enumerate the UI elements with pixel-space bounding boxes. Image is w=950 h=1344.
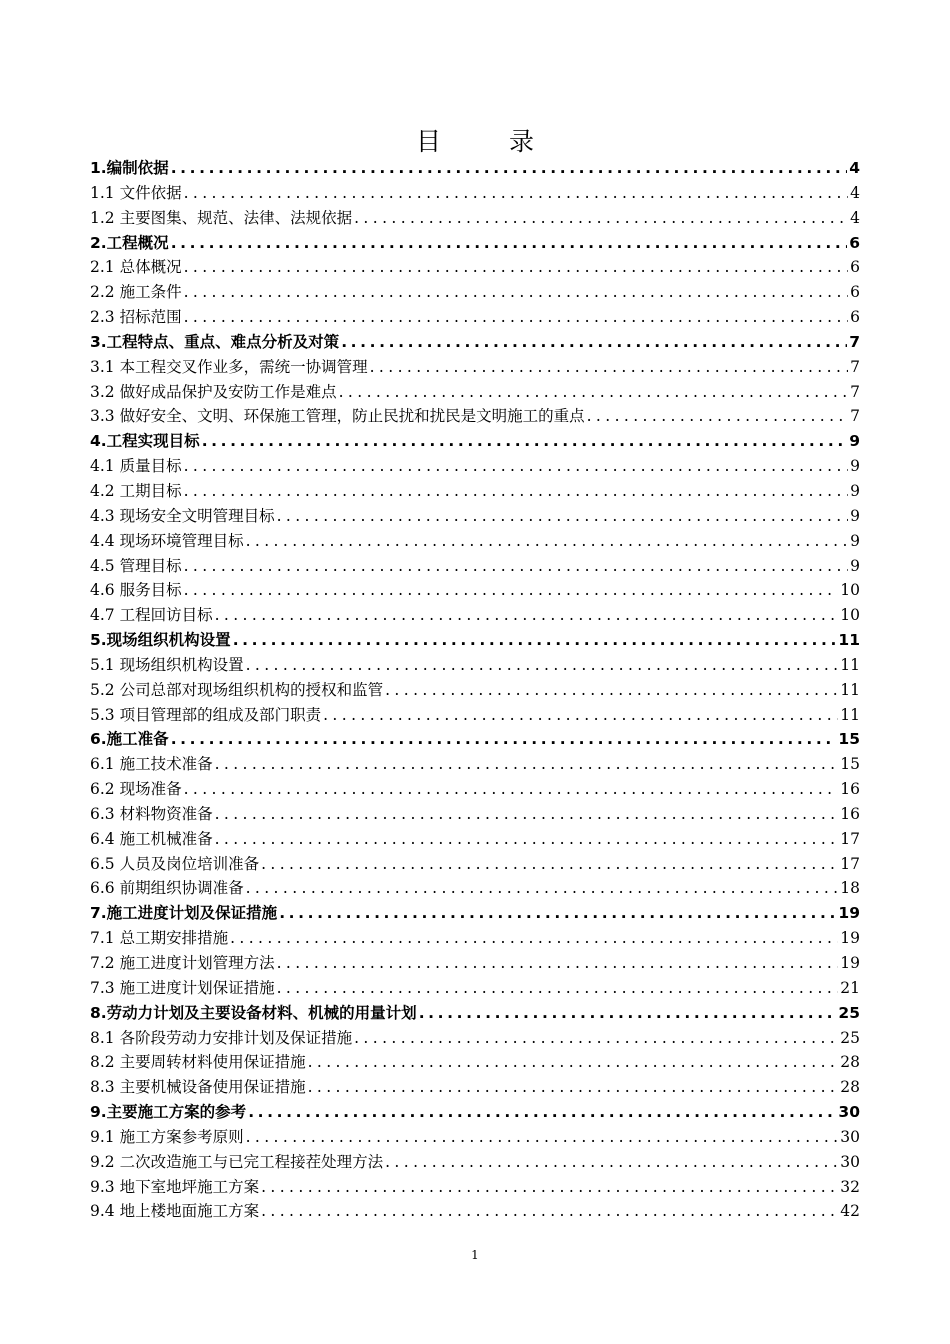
- toc-dot-leader: [184, 454, 849, 479]
- toc-entry-label: 5.2 公司总部对现场组织机构的授权和监管: [90, 680, 384, 699]
- toc-entry-label: 6.5 人员及岗位培训准备: [90, 854, 260, 873]
- toc-section-entry[interactable]: [90, 777, 860, 802]
- toc-section-entry[interactable]: [90, 1075, 860, 1100]
- toc-dot-leader: [215, 802, 839, 827]
- toc-dot-leader: [261, 1199, 838, 1224]
- toc-dot-leader: [248, 1100, 836, 1125]
- toc-entry-page: 28: [840, 1078, 860, 1097]
- toc-section-entry[interactable]: [90, 255, 860, 280]
- toc-entry-page: 42: [840, 1202, 860, 1221]
- toc-entry-label: 5.现场组织机构设置: [90, 631, 231, 650]
- toc-section-entry[interactable]: [90, 703, 860, 728]
- toc-dot-leader: [184, 777, 839, 802]
- toc-section-entry[interactable]: [90, 827, 860, 852]
- toc-entry-label: 4.2 工期目标: [90, 481, 182, 500]
- toc-dot-leader: [171, 231, 848, 256]
- toc-dot-leader: [370, 355, 849, 380]
- toc-entry-page: 4: [850, 183, 860, 202]
- toc-entry-page: 25: [840, 1028, 860, 1047]
- toc-dot-leader: [261, 852, 838, 877]
- toc-entry-label: 9.主要施工方案的参考: [90, 1103, 247, 1122]
- toc-section-entry[interactable]: [90, 380, 860, 405]
- toc-entry-page: 21: [840, 978, 860, 997]
- toc-section-entry[interactable]: [90, 802, 860, 827]
- toc-dot-leader: [341, 330, 847, 355]
- toc-entry-label: 3.1 本工程交叉作业多，需统一协调管理: [90, 357, 368, 376]
- toc-section-entry[interactable]: [90, 280, 860, 305]
- toc-entry-page: 17: [840, 829, 860, 848]
- toc-dot-leader: [184, 554, 849, 579]
- toc-section-entry[interactable]: [90, 876, 860, 901]
- toc-entry-page: 9: [849, 432, 860, 451]
- toc-dot-leader: [233, 628, 837, 653]
- page-number: 1: [471, 1248, 479, 1262]
- toc-entry-page: 11: [840, 655, 860, 674]
- toc-entry-page: 6: [850, 283, 860, 302]
- toc-entry-label: 5.1 现场组织机构设置: [90, 655, 244, 674]
- toc-entry-label: 3.2 做好成品保护及安防工作是难点: [90, 382, 337, 401]
- toc-entry-label: 4.3 现场安全文明管理目标: [90, 506, 275, 525]
- toc-chapter-entry[interactable]: [90, 156, 860, 181]
- toc-section-entry[interactable]: [90, 603, 860, 628]
- toc-entry-label: 4.5 管理目标: [90, 556, 182, 575]
- toc-entry-page: 15: [838, 730, 860, 749]
- toc-entry-page: 7: [850, 357, 860, 376]
- toc-section-entry[interactable]: [90, 1199, 860, 1224]
- toc-entry-page: 17: [840, 854, 860, 873]
- toc-entry-label: 4.1 质量目标: [90, 457, 182, 476]
- toc-entry-label: 6.4 施工机械准备: [90, 829, 213, 848]
- toc-dot-leader: [419, 1001, 837, 1026]
- toc-entry-label: 7.3 施工进度计划保证措施: [90, 978, 275, 997]
- toc-section-entry[interactable]: [90, 305, 860, 330]
- toc-entry-page: 6: [849, 233, 860, 252]
- toc-dot-leader: [246, 1125, 839, 1150]
- toc-entry-page: 11: [840, 680, 860, 699]
- toc-entry-label: 3.工程特点、重点、难点分析及对策: [90, 332, 340, 351]
- toc-entry-page: 25: [838, 1003, 860, 1022]
- toc-section-entry[interactable]: [90, 578, 860, 603]
- toc-entry-page: 9: [850, 481, 860, 500]
- toc-entry-label: 7.2 施工进度计划管理方法: [90, 954, 275, 972]
- toc-entry-label: 6.施工准备: [90, 730, 169, 749]
- toc-dot-leader: [171, 156, 848, 181]
- toc-entry-page: 10: [840, 581, 860, 600]
- toc-entry-page: 4: [849, 159, 860, 177]
- toc-entry-page: 7: [849, 332, 860, 351]
- toc-entry-label: 7.1 总工期安排措施: [90, 929, 229, 948]
- toc-entry-page: 9: [850, 457, 860, 476]
- toc-entry-page: 30: [840, 1127, 860, 1146]
- toc-entry-label: 4.6 服务目标: [90, 581, 182, 600]
- toc-section-entry[interactable]: [90, 355, 860, 380]
- toc-section-entry[interactable]: [90, 529, 860, 554]
- toc-section-entry[interactable]: [90, 404, 860, 429]
- toc-entry-label: 1.编制依据: [90, 159, 169, 177]
- toc-dot-leader: [184, 255, 849, 280]
- toc-section-entry[interactable]: [90, 1175, 860, 1200]
- toc-section-entry[interactable]: [90, 1050, 860, 1075]
- toc-dot-leader: [323, 703, 838, 728]
- toc-section-entry[interactable]: [90, 479, 860, 504]
- toc-entry-page: 30: [840, 1152, 860, 1171]
- toc-dot-leader: [246, 876, 839, 901]
- toc-dot-leader: [184, 181, 849, 206]
- toc-entry-page: 7: [850, 382, 860, 401]
- toc-dot-leader: [171, 727, 837, 752]
- toc-entry-label: 6.2 现场准备: [90, 780, 182, 799]
- toc-entry-page: 16: [840, 780, 860, 799]
- toc-entry-page: 16: [840, 804, 860, 823]
- toc-dot-leader: [277, 976, 839, 1001]
- toc-entry-label: 2.1 总体概况: [90, 258, 182, 277]
- toc-entry-page: 9: [850, 506, 860, 525]
- toc-entry-page: 7: [850, 407, 860, 426]
- toc-dot-leader: [279, 901, 836, 926]
- toc-entry-page: 9: [850, 531, 860, 550]
- toc-section-entry[interactable]: [90, 181, 860, 206]
- toc-dot-leader: [202, 429, 848, 454]
- toc-entry-page: 6: [850, 308, 860, 327]
- toc-dot-leader: [184, 305, 849, 330]
- toc-entry-page: 11: [838, 631, 860, 650]
- toc-dot-leader: [184, 280, 849, 305]
- toc-dot-leader: [184, 578, 839, 603]
- toc-entry-label: 4.7 工程回访目标: [90, 606, 213, 625]
- toc-dot-leader: [184, 479, 849, 504]
- toc-entry-page: 10: [840, 606, 860, 625]
- toc-entry-label: 5.3 项目管理部的组成及部门职责: [90, 705, 322, 724]
- toc-dot-leader: [385, 678, 838, 703]
- toc-section-entry[interactable]: [90, 206, 860, 231]
- toc-entry-label: 6.3 材料物资准备: [90, 804, 213, 823]
- toc-dot-leader: [215, 827, 839, 852]
- toc-dot-leader: [246, 529, 849, 554]
- toc-entry-label: 7.施工进度计划及保证措施: [90, 904, 278, 923]
- toc-dot-leader: [339, 380, 849, 405]
- toc-dot-leader: [246, 653, 839, 678]
- toc-entry-label: 8.劳动力计划及主要设备材料、机械的用量计划: [90, 1003, 417, 1022]
- toc-entry-label: 9.3 地下室地坪施工方案: [90, 1177, 260, 1196]
- toc-entry-label: 8.1 各阶段劳动力安排计划及保证措施: [90, 1028, 353, 1047]
- toc-chapter-entry[interactable]: [90, 330, 860, 355]
- toc-entry-label: 6.6 前期组织协调准备: [90, 879, 244, 898]
- toc-dot-leader: [277, 951, 839, 976]
- toc-dot-leader: [308, 1050, 839, 1075]
- toc-chapter-entry[interactable]: [90, 429, 860, 454]
- toc-entry-label: 4.4 现场环境管理目标: [90, 531, 244, 550]
- toc-entry-label: 2.工程概况: [90, 233, 169, 252]
- toc-dot-leader: [215, 752, 839, 777]
- toc-entry-label: 8.2 主要周转材料使用保证措施: [90, 1053, 306, 1072]
- toc-entry-label: 3.3 做好安全、文明、环保施工管理，防止民扰和扰民是文明施工的重点: [90, 407, 585, 426]
- toc-entry-page: 6: [850, 258, 860, 277]
- toc-entry-label: 4.工程实现目标: [90, 432, 200, 451]
- toc-chapter-entry[interactable]: [90, 901, 860, 926]
- toc-entry-label: 1.1 文件依据: [90, 183, 182, 202]
- toc-section-entry[interactable]: [90, 752, 860, 777]
- toc-dot-leader: [230, 926, 838, 951]
- toc-entry-page: 19: [840, 954, 860, 972]
- toc-section-entry[interactable]: [90, 1150, 860, 1175]
- page-title: 目 录: [416, 127, 564, 156]
- toc-entry-label: 2.2 施工条件: [90, 283, 182, 302]
- toc-dot-leader: [261, 1175, 838, 1200]
- toc-entry-label: 8.3 主要机械设备使用保证措施: [90, 1078, 306, 1097]
- toc-section-entry[interactable]: [90, 504, 860, 529]
- toc-entry-page: 32: [840, 1177, 860, 1196]
- toc-entry-label: 9.4 地上楼地面施工方案: [90, 1202, 260, 1221]
- toc-entry-label: 1.2 主要图集、规范、法律、法规依据: [90, 208, 353, 227]
- toc-entry-page: 11: [840, 705, 860, 724]
- toc-section-entry[interactable]: [90, 852, 860, 877]
- toc-entry-page: 30: [838, 1103, 860, 1122]
- toc-chapter-entry[interactable]: [90, 231, 860, 256]
- toc-entry-label: 2.3 招标范围: [90, 308, 182, 327]
- toc-chapter-entry[interactable]: [90, 1001, 860, 1026]
- toc-chapter-entry[interactable]: [90, 628, 860, 653]
- toc-chapter-entry[interactable]: [90, 727, 860, 752]
- toc-entry-page: 28: [840, 1053, 860, 1072]
- toc-section-entry[interactable]: [90, 926, 860, 951]
- toc-entry-page: 15: [840, 755, 860, 774]
- toc-section-entry[interactable]: [90, 678, 860, 703]
- toc-dot-leader: [277, 504, 849, 529]
- toc-entry-page: 18: [840, 879, 860, 898]
- toc-entry-page: 19: [840, 929, 860, 948]
- toc-entry-label: 9.1 施工方案参考原则: [90, 1127, 244, 1146]
- toc-entry-page: 9: [850, 556, 860, 575]
- toc-entry-label: 6.1 施工技术准备: [90, 755, 213, 774]
- toc-dot-leader: [215, 603, 839, 628]
- toc-section-entry[interactable]: [90, 1026, 860, 1051]
- toc-dot-leader: [354, 206, 848, 231]
- toc-section-entry[interactable]: [90, 554, 860, 579]
- toc-section-entry[interactable]: [90, 951, 860, 976]
- toc-dot-leader: [385, 1150, 838, 1175]
- toc-entry-page: 19: [838, 904, 860, 923]
- toc-section-entry[interactable]: [90, 1125, 860, 1150]
- toc-section-entry[interactable]: [90, 653, 860, 678]
- toc-dot-leader: [354, 1026, 838, 1051]
- toc-section-entry[interactable]: [90, 454, 860, 479]
- table-of-contents: [90, 156, 860, 1224]
- toc-dot-leader: [308, 1075, 839, 1100]
- toc-entry-page: 4: [850, 208, 860, 227]
- toc-dot-leader: [587, 404, 849, 429]
- toc-chapter-entry[interactable]: [90, 1100, 860, 1125]
- toc-entry-label: 9.2 二次改造施工与已完工程接茬处理方法: [90, 1152, 384, 1171]
- toc-section-entry[interactable]: [90, 976, 860, 1001]
